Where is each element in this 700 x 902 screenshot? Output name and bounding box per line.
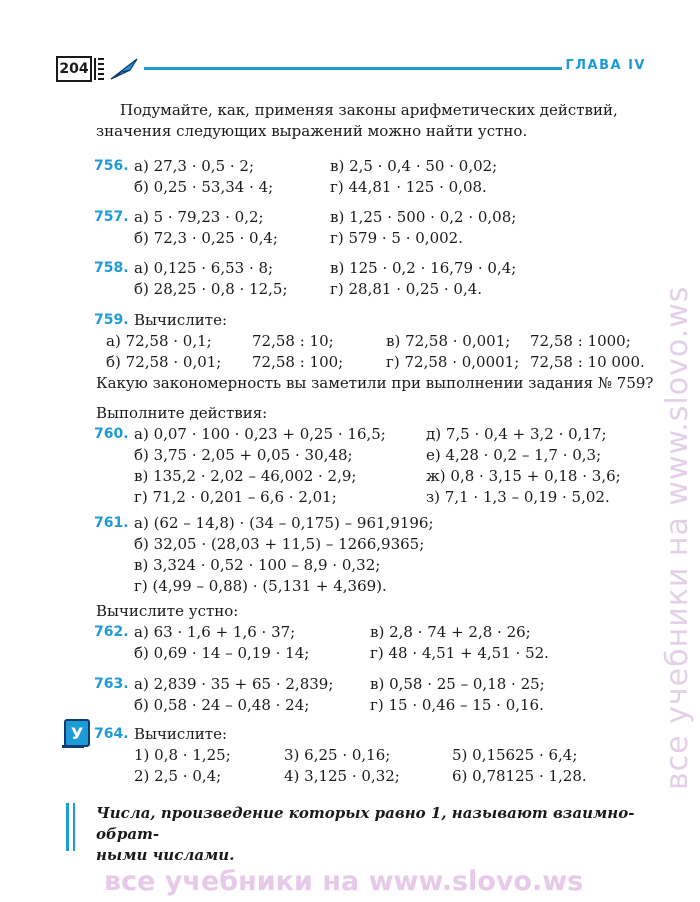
exercise-question: Какую закономерность вы заметили при выполнении задания № 759? xyxy=(96,374,654,392)
expr-3: 3) 6,25 · 0,16; xyxy=(284,746,391,764)
expr-a: а) 0,07 · 100 · 0,23 + 0,25 · 16,5; xyxy=(134,425,386,443)
exercise-762 xyxy=(96,601,656,664)
exercise-number: 757. xyxy=(94,209,129,225)
expr-1: 1) 0,8 · 1,25; xyxy=(134,746,231,764)
exercise-number: 759. xyxy=(94,312,129,328)
expr-v: в) 135,2 · 2,02 – 46,002 · 2,9; xyxy=(134,467,357,485)
expr-a: а) 27,3 · 0,5 · 2; xyxy=(134,157,255,175)
page-number: 204 xyxy=(56,56,92,82)
badge-underline xyxy=(62,745,84,748)
expr-v: в) 1,25 · 500 · 0,2 · 0,08; xyxy=(330,208,517,226)
expr-6: 6) 0,78125 · 1,28. xyxy=(452,767,587,785)
rule-line-2: ными числами. xyxy=(96,846,235,864)
expr-g1: г) 72,58 · 0,0001; xyxy=(386,353,520,371)
definition-rule xyxy=(96,803,656,866)
expr-b: б) 3,75 · 2,05 + 0,05 · 30,48; xyxy=(134,446,353,464)
exercise-759 xyxy=(96,310,656,394)
expr-v: в) 0,58 · 25 – 0,18 · 25; xyxy=(370,675,545,693)
expr-a1: а) 72,58 · 0,1; xyxy=(106,332,212,350)
expr-g: г) 15 · 0,46 – 15 · 0,16. xyxy=(370,696,544,714)
expr-a: а) 5 · 79,23 · 0,2; xyxy=(134,208,264,226)
expr-e: е) 4,28 · 0,2 – 1,7 · 0,3; xyxy=(426,446,602,464)
expr-b1: б) 72,58 · 0,01; xyxy=(106,353,222,371)
exercise-number: 761. xyxy=(94,515,129,531)
expr-v1: в) 72,58 · 0,001; xyxy=(386,332,511,350)
expr-4: 4) 3,125 · 0,32; xyxy=(284,767,400,785)
header-rule xyxy=(144,67,562,70)
expr-b: б) 0,25 · 53,34 · 4; xyxy=(134,178,274,196)
expr-2: 2) 2,5 · 0,4; xyxy=(134,767,222,785)
expr-g: г) (4,99 – 0,88) · (5,131 + 4,369). xyxy=(134,577,387,595)
exercise-764 xyxy=(96,724,656,787)
expr-z: з) 7,1 · 1,3 – 0,19 · 5,02. xyxy=(426,488,610,506)
expr-b2: 72,58 : 100; xyxy=(252,353,344,371)
expr-b: б) 72,3 · 0,25 · 0,4; xyxy=(134,229,278,247)
rule-line-1: Числа, произведение которых равно 1, называют взаимно-обрат- xyxy=(96,804,635,843)
section-intro: Выполните действия: xyxy=(96,404,268,422)
spiral-binding xyxy=(94,58,104,80)
exercise-number: 762. xyxy=(94,624,129,640)
expr-g: г) 28,81 · 0,25 · 0,4. xyxy=(330,280,483,298)
expr-g2: 72,58 : 10 000. xyxy=(530,353,645,371)
exercise-756 xyxy=(96,156,656,198)
exercise-number: 758. xyxy=(94,260,129,276)
expr-g: г) 48 · 4,51 + 4,51 · 52. xyxy=(370,644,549,662)
expr-b: б) 28,25 · 0,8 · 12,5; xyxy=(134,280,288,298)
intro-line-2: значения следующих выражений можно найти устно. xyxy=(96,122,528,140)
intro-text xyxy=(96,100,648,142)
expr-a: а) 0,125 · 6,53 · 8; xyxy=(134,259,274,277)
chapter-title: ГЛАВА IV xyxy=(565,58,646,73)
expr-b: б) 32,05 · (28,03 + 11,5) – 1266,9365; xyxy=(134,535,425,553)
expr-g: г) 44,81 · 125 · 0,08. xyxy=(330,178,487,196)
section-intro: Вычислите устно: xyxy=(96,602,239,620)
expr-b: б) 0,58 · 24 – 0,48 · 24; xyxy=(134,696,310,714)
expr-v: в) 125 · 0,2 · 16,79 · 0,4; xyxy=(330,259,517,277)
expr-a: а) 2,839 · 35 + 65 · 2,839; xyxy=(134,675,334,693)
expr-d: д) 7,5 · 0,4 + 3,2 · 0,17; xyxy=(426,425,607,443)
exercise-761 xyxy=(96,513,656,597)
rule-marker-bar xyxy=(66,803,69,851)
exercise-number: 760. xyxy=(94,426,129,442)
expr-a2: 72,58 : 10; xyxy=(252,332,334,350)
oral-task-badge: У xyxy=(64,719,90,747)
rule-marker-bar-thin xyxy=(73,803,75,851)
expr-v2: 72,58 : 1000; xyxy=(530,332,631,350)
exercise-title: Вычислите: xyxy=(134,311,228,329)
exercise-763 xyxy=(96,674,656,716)
expr-v: в) 2,8 · 74 + 2,8 · 26; xyxy=(370,623,531,641)
exercise-757 xyxy=(96,207,656,249)
pencil-icon xyxy=(108,56,140,82)
exercise-number: 756. xyxy=(94,158,129,174)
expr-zh: ж) 0,8 · 3,15 + 0,18 · 3,6; xyxy=(426,467,621,485)
page-header xyxy=(56,56,646,82)
exercise-760 xyxy=(96,403,656,508)
exercise-number: 763. xyxy=(94,676,129,692)
expr-5: 5) 0,15625 · 6,4; xyxy=(452,746,578,764)
expr-g: г) 579 · 5 · 0,002. xyxy=(330,229,463,247)
expr-v: в) 3,324 · 0,52 · 100 – 8,9 · 0,32; xyxy=(134,556,381,574)
expr-g: г) 71,2 · 0,201 – 6,6 · 2,01; xyxy=(134,488,337,506)
expr-v: в) 2,5 · 0,4 · 50 · 0,02; xyxy=(330,157,498,175)
exercise-number: 764. xyxy=(94,726,129,742)
expr-b: б) 0,69 · 14 – 0,19 · 14; xyxy=(134,644,310,662)
watermark-footer: все учебники на www.slovo.ws xyxy=(104,866,584,897)
exercise-title: Вычислите: xyxy=(134,725,228,743)
expr-a: а) (62 – 14,8) · (34 – 0,175) – 961,9196; xyxy=(134,514,434,532)
exercise-758 xyxy=(96,258,656,300)
intro-line-1: Подумайте, как, применяя законы арифметических действий, xyxy=(120,101,618,119)
watermark-vertical: все учебники на www.slovo.ws xyxy=(660,285,695,790)
expr-a: а) 63 · 1,6 + 1,6 · 37; xyxy=(134,623,296,641)
